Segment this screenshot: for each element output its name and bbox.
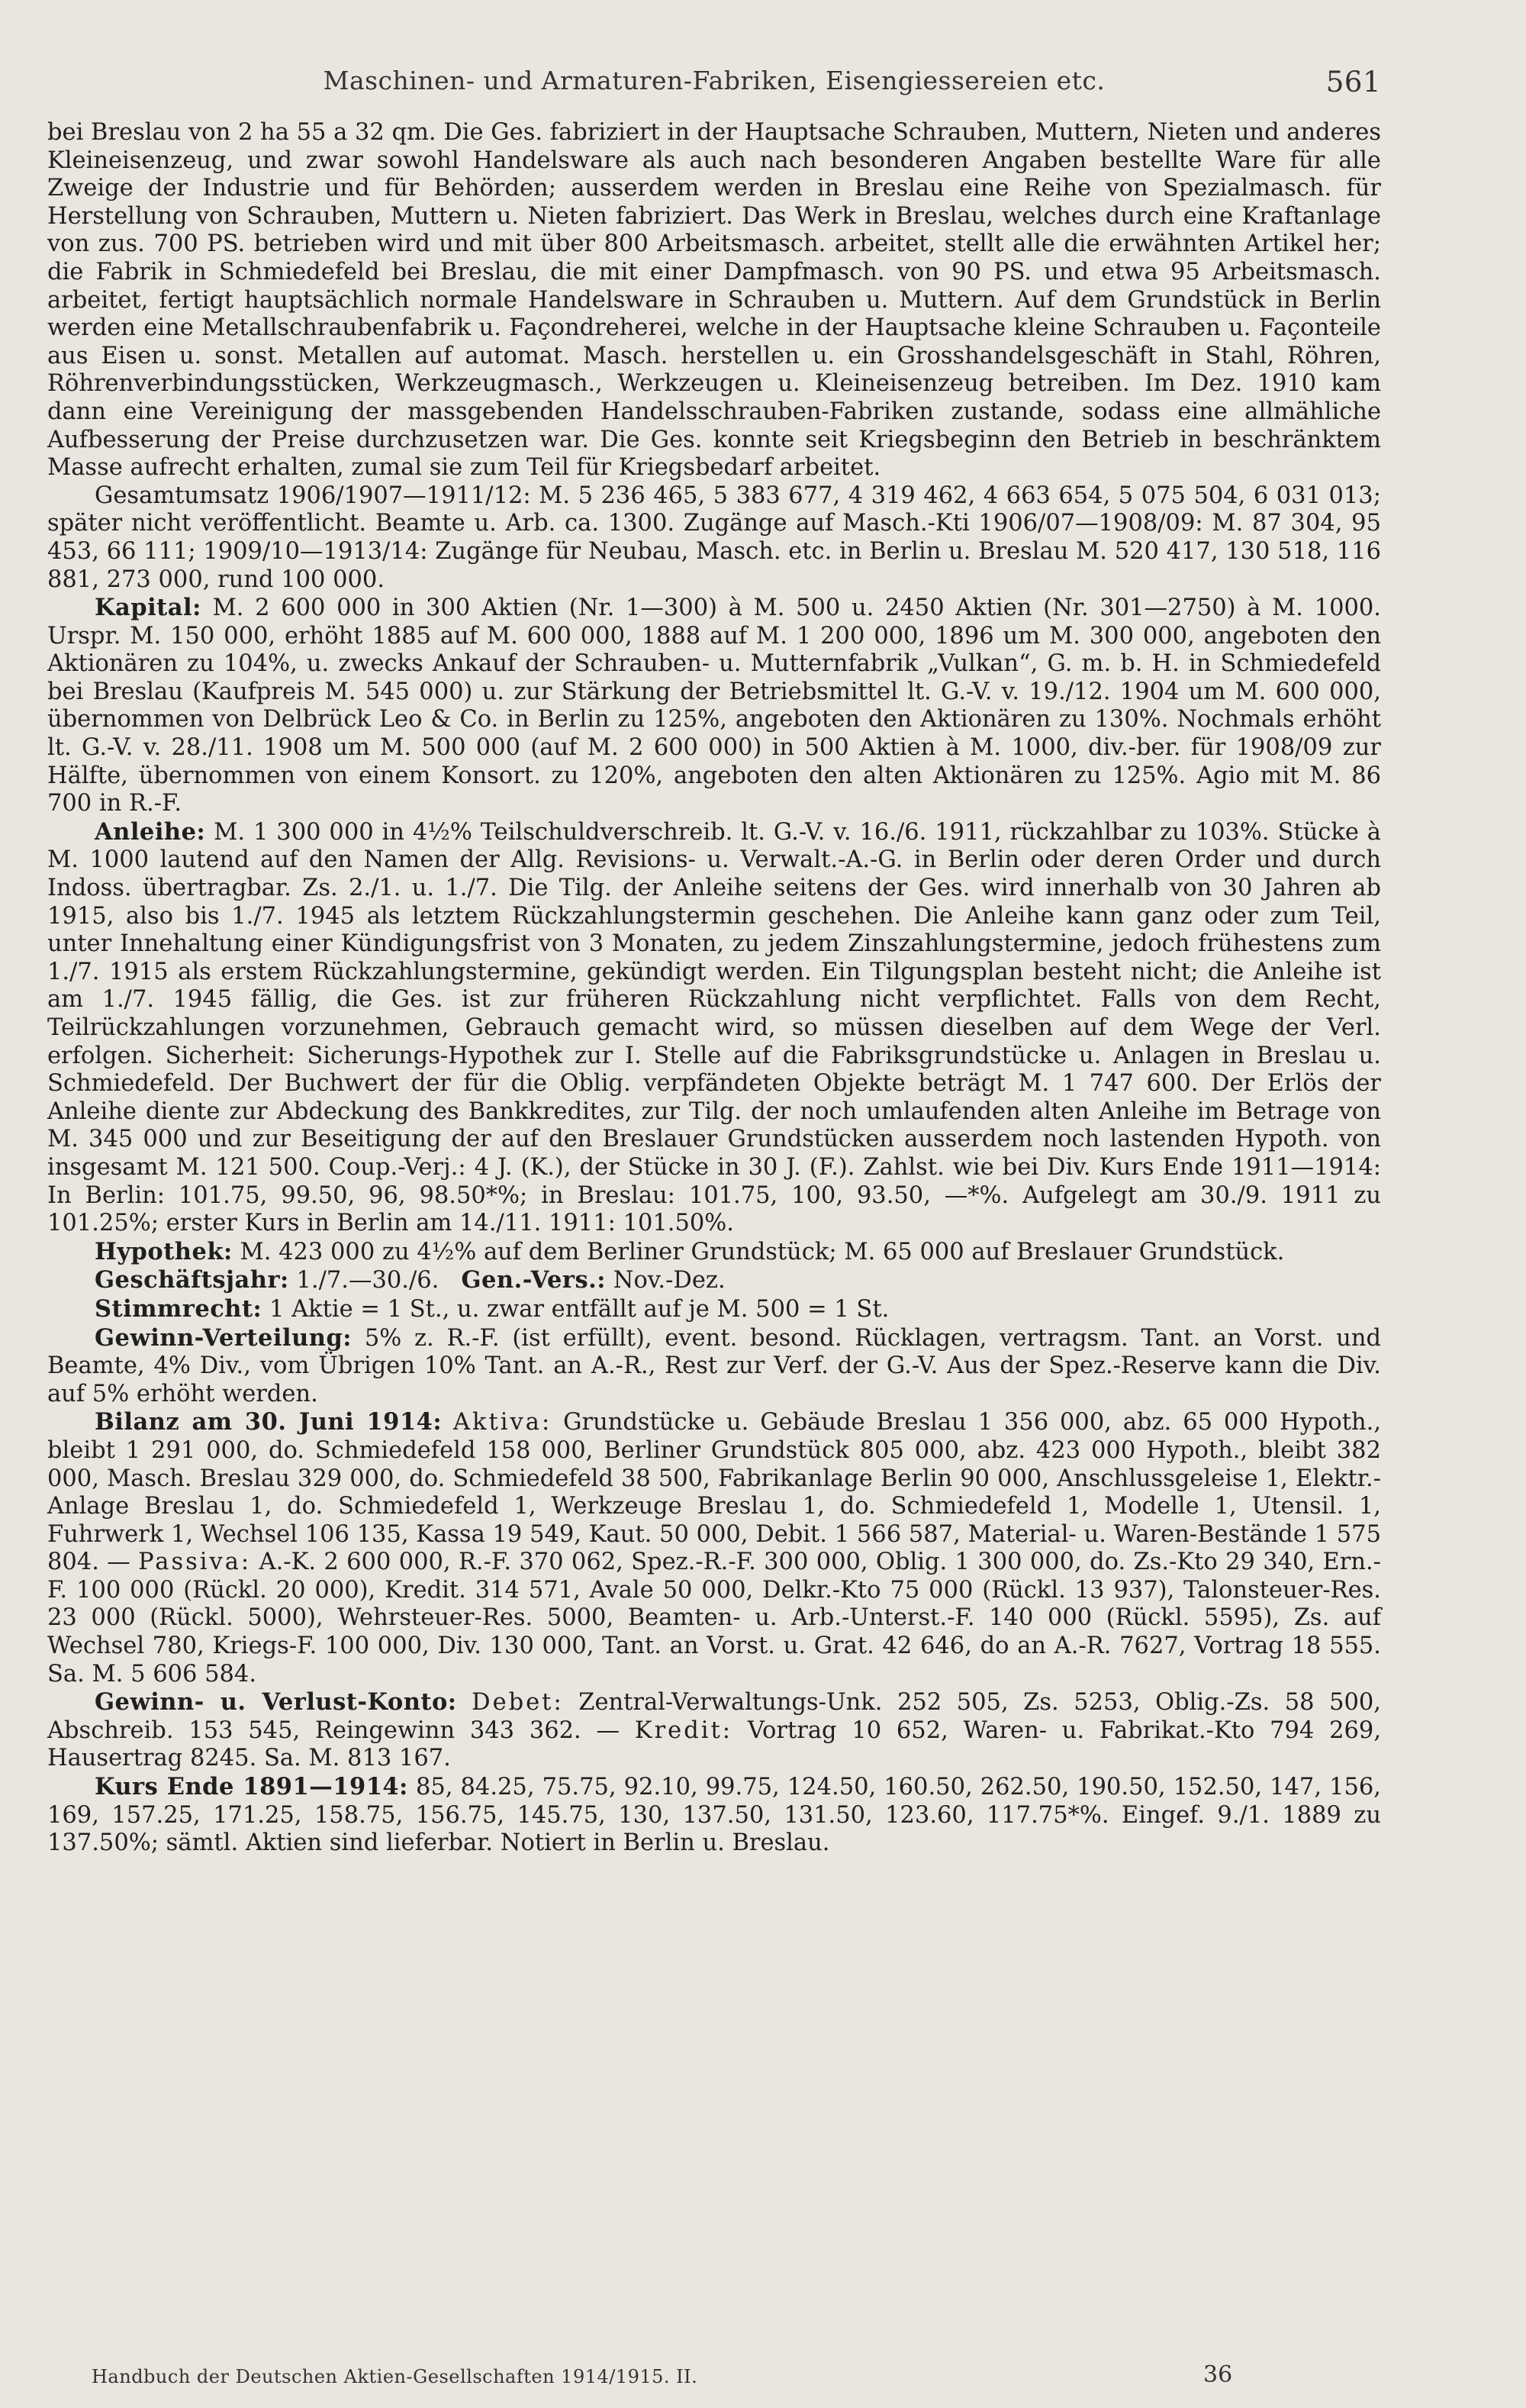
section-label: Hypothek:	[95, 1237, 233, 1265]
paragraph-kurs: Kurs Ende 1891—1914: 85, 84.25, 75.75, 92.10, 99.75, 124.50, 160.50, 262.50, 190.50, 152.50, 147, 156, 169, 157.25, 171.25, 158.75, 156.75, 145.75, 130, 137.50, 131.50, 123.60, 117.75*%. Eingef. 9./1. 1889 zu 137.50%; sämtl. Aktien sind lieferbar. Notiert in Berlin u. Breslau.	[47, 1773, 1381, 1857]
section-label: Gen.-Vers.:	[461, 1266, 607, 1294]
section-label: Gewinn- u. Verlust-Konto:	[95, 1688, 457, 1717]
section-label: Kurs Ende 1891—1914:	[95, 1773, 408, 1801]
paragraph-hypothek: Hypothek: M. 423 000 zu 4½% auf dem Berliner Grundstück; M. 65 000 auf Breslauer Grundstück.	[95, 1237, 1285, 1265]
footer-publication: Handbuch der Deutschen Aktien-Gesellschaften 1914/1915. II.	[92, 2366, 698, 2387]
page-number: 561	[1325, 66, 1381, 98]
section-label: Stimmrecht:	[95, 1294, 262, 1323]
paragraph-gewinn-verteilung: Gewinn-Verteilung: 5% z. R.-F. (ist erfüllt), event. besond. Rücklagen, vertragsm. Tant. an Vorst. und Beamte, 4% Div., vom Übrigen 10% Tant. an A.-R., Rest zur Verf. der G.-V. Aus der Spez.-Reserve kann die Div. auf 5% erhöht werden.	[47, 1323, 1381, 1407]
footer-signature: 36	[1203, 2361, 1233, 2388]
paragraph-bilanz: Bilanz am 30. Juni 1914: Aktiva: Grundstücke u. Gebäude Breslau 1 356 000, abz. 65 000 Hypoth., bleibt 1 291 000, do. Schmiedefeld 158 000, Berliner Grundstück 805 000, abz. 423 000 Hypoth., bleibt 382 000, Masch. Breslau 329 000, do. Schmiedefeld 38 500, Fabrikanlage Berlin 90 000, Anschlussgeleise 1, Elektr.-Anlage Breslau 1, do. Schmiedefeld 1, Werkzeuge Breslau 1, do. Schmiedefeld 1, Modelle 1, Utensil. 1, Fuhrwerk 1, Wechsel 106 135, Kassa 19 549, Kaut. 50 000, Debit. 1 566 587, Material- u. Waren-Bestände 1 575 804. — Passiva: A.-K. 2 600 000, R.-F. 370 062, Spez.-R.-F. 300 000, Oblig. 1 300 000, do. Zs.-Kto 29 340, Ern.-F. 100 000 (Rückl. 20 000), Kredit. 314 571, Avale 50 000, Delkr.-Kto 75 000 (Rückl. 13 937), Talonsteuer-Res. 23 000 (Rückl. 5000), Wehrsteuer-Res. 5000, Beamten- u. Arb.-Unterst.-F. 140 000 (Rückl. 5595), Zs. auf Wechsel 780, Kriegs-F. 100 000, Div. 130 000, Tant. an Vorst. u. Grat. 42 646, do an A.-R. 7627, Vortrag 18 555. Sa. M. 5 606 584.	[47, 1408, 1382, 1688]
section-label: Bilanz am 30. Juni 1914:	[95, 1408, 443, 1436]
paragraph-gewinn-verlust: Gewinn- u. Verlust-Konto: Debet: Zentral-Verwaltungs-Unk. 252 505, Zs. 5253, Oblig.-Zs. 58 500, Abschreib. 153 545, Reingewinn 343 362. — Kredit: Vortrag 10 652, Waren- u. Fabrikat.-Kto 794 269, Hausertrag 8245. Sa. M. 813 167.	[47, 1688, 1382, 1772]
header-title: Maschinen- und Armaturen-Fabriken, Eisengiessereien etc.	[323, 66, 1106, 95]
passiva-label: Passiva:	[138, 1549, 252, 1576]
running-header	[47, 66, 1381, 119]
paragraph-kapital: Kapital: M. 2 600 000 in 300 Aktien (Nr. 1—300) à M. 500 u. 2450 Aktien (Nr. 301—2750) à M. 1000. Urspr. M. 150 000, erhöht 1885 auf M. 600 000, 1888 auf M. 1 200 000, 1896 um M. 300 000, angeboten den Aktionären zu 104%, u. zwecks Ankauf der Schrauben- u. Mutternfabrik „Vulkan“, G. m. b. H. in Schmiedefeld bei Breslau (Kaufpreis M. 545 000) u. zur Stärkung der Betriebsmittel lt. G.-V. v. 19./12. 1904 um M. 600 000, übernommen von Delbrück Leo & Co. in Berlin zu 125%, angeboten den Aktionären zu 130%. Nochmals erhöht lt. G.-V. v. 28./11. 1908 um M. 500 000 (auf M. 2 600 000) in 500 Aktien à M. 1000, div.-ber. für 1908/09 zur Hälfte, übernommen von einem Konsort. zu 120%, angeboten den alten Aktionären zu 125%. Agio mit M. 86 700 in R.-F.	[47, 594, 1381, 817]
debet-label: Debet:	[472, 1689, 564, 1717]
kredit-label: Kredit:	[634, 1717, 733, 1744]
section-label: Kapital:	[95, 594, 201, 622]
section-label: Geschäftsjahr:	[95, 1266, 289, 1294]
paragraph-stimmrecht: Stimmrecht: 1 Aktie = 1 St., u. zwar entfällt auf je M. 500 = 1 St.	[95, 1294, 890, 1323]
section-label: Gewinn-Verteilung:	[95, 1323, 353, 1352]
paragraph-gesamtumsatz: Gesamtumsatz 1906/1907—1911/12: M. 5 236 465, 5 383 677, 4 319 462, 4 663 654, 5 075 504, 6 031 013; später nicht veröffentlicht. Beamte u. Arb. ca. 1300. Zugänge auf Masch.-Kti 1906/07—1908/09: M. 87 304, 95 453, 66 111; 1909/10—1913/14: Zugänge für Neubau, Masch. etc. in Berlin u. Breslau M. 520 417, 130 518, 116 881, 273 000, rund 100 000.	[47, 482, 1381, 593]
article-body	[47, 119, 1381, 1858]
section-label: Anleihe:	[95, 817, 206, 846]
paragraph-geschaeftsjahr: Geschäftsjahr: 1./7.—30./6. Gen.-Vers.: Nov.-Dez.	[95, 1266, 726, 1294]
aktiva-label: Aktiva:	[453, 1409, 552, 1436]
paragraph-anleihe: Anleihe: M. 1 300 000 in 4½% Teilschuldverschreib. lt. G.-V. v. 16./6. 1911, rückzahlbar zu 103%. Stücke à M. 1000 lautend auf den Namen der Allg. Revisions- u. Verwalt.-A.-G. in Berlin oder deren Order und durch Indoss. übertragbar. Zs. 2./1. u. 1./7. Die Tilg. der Anleihe seitens der Ges. wird innerhalb von 30 Jahren ab 1915, also bis 1./7. 1945 als letztem Rückzahlungstermin geschehen. Die Anleihe kann ganz oder zum Teil, unter Innehaltung einer Kündigungsfrist von 3 Monaten, zu jedem Zinszahlungstermine, jedoch frühestens zum 1./7. 1915 als erstem Rückzahlungstermine, gekündigt werden. Ein Tilgungsplan besteht nicht; die Anleihe ist am 1./7. 1945 fällig, die Ges. ist zur früheren Rückzahlung nicht verpflichtet. Falls von dem Recht, Teilrückzahlungen vorzunehmen, Gebrauch gemacht wird, so müssen dieselben auf dem Wege der Verl. erfolgen. Sicherheit: Sicherungs-Hypothek zur I. Stelle auf die Fabriksgrundstücke u. Anlagen in Breslau u. Schmiedefeld. Der Buchwert der für die Oblig. verpfändeten Objekte beträgt M. 1 747 600. Der Erlös der Anleihe diente zur Abdeckung des Bankkredites, zur Tilg. der noch umlaufenden alten Anleihe im Betrage von M. 345 000 und zur Beseitigung der auf den Breslauer Grundstücken ausserdem noch lastenden Hypoth. von insgesamt M. 121 500. Coup.-Verj.: 4 J. (K.), der Stücke in 30 J. (F.). Zahlst. wie bei Div. Kurs Ende 1911—1914: In Berlin: 101.75, 99.50, 96, 98.50*%; in Breslau: 101.75, 100, 93.50, —*%. Aufgelegt am 30./9. 1911 zu 101.25%; erster Kurs in Berlin am 14./11. 1911: 101.50%.	[47, 817, 1381, 1237]
paragraph-company-description: bei Breslau von 2 ha 55 a 32 qm. Die Ges. fabriziert in der Hauptsache Schrauben, Muttern, Nieten und anderes Kleineisenzeug, und zwar sowohl Handelsware als auch nach besonderen Angaben bestellte Ware für alle Zweige der Industrie und für Behörden; ausserdem werden in Breslau eine Reihe von Spezialmasch. für Herstellung von Schrauben, Muttern u. Nieten fabriziert. Das Werk in Breslau, welches durch eine Kraftanlage von zus. 700 PS. betrieben wird und mit über 800 Arbeitsmasch. arbeitet, stellt alle die erwähnten Artikel her; die Fabrik in Schmiedefeld bei Breslau, die mit einer Dampfmasch. von 90 PS. und etwa 95 Arbeitsmasch. arbeitet, fertigt hauptsächlich normale Handelsware in Schrauben u. Muttern. Auf dem Grundstück in Berlin werden eine Metallschraubenfabrik u. Façondreherei, welche in der Hauptsache kleine Schrauben u. Façonteile aus Eisen u. sonst. Metallen auf automat. Masch. herstellen u. ein Grosshandelsgeschäft in Stahl, Röhren, Röhrenverbindungsstücken, Werkzeugmasch., Werkzeugen u. Kleineisenzeug betreiben. Im Dez. 1910 kam dann eine Vereinigung der massgebenden Handelsschrauben-Fabriken zustande, sodass eine allmähliche Aufbesserung der Preise durchzusetzen war. Die Ges. konnte seit Kriegsbeginn den Betrieb in beschränktem Masse aufrecht erhalten, zumal sie zum Teil für Kriegsbedarf arbeitet.	[47, 119, 1381, 482]
